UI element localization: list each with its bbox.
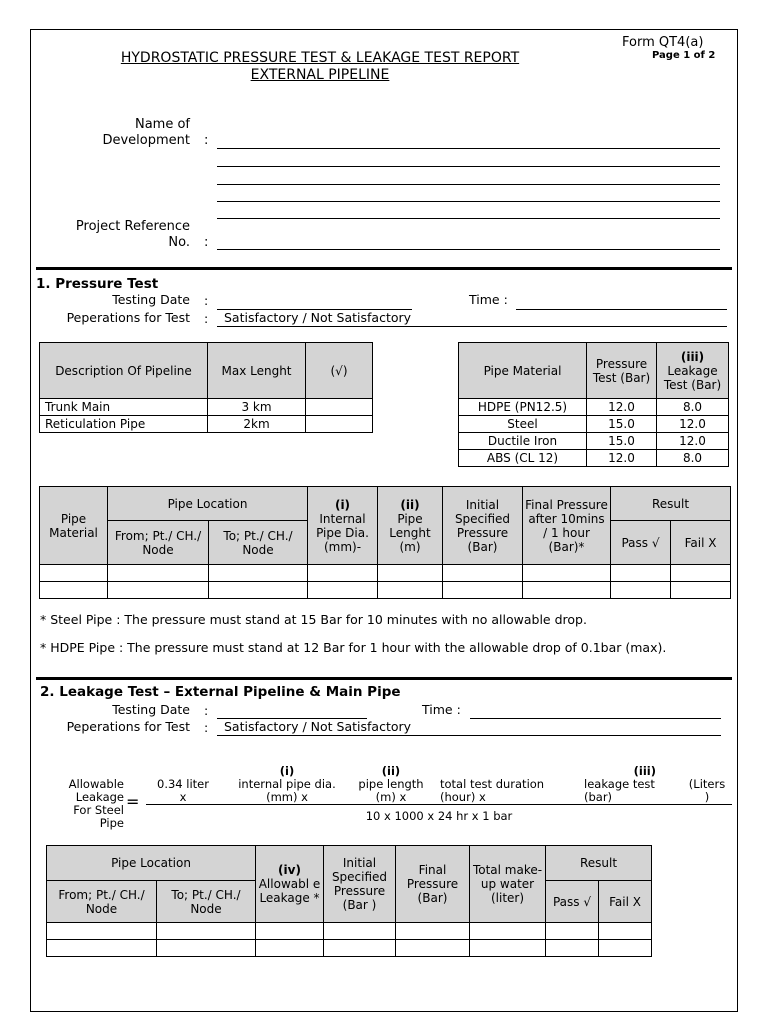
formula-term-2 — [222, 765, 352, 804]
formula-term-5 — [566, 765, 666, 804]
empty-cell[interactable] — [209, 582, 308, 599]
empty-cell[interactable] — [378, 582, 443, 599]
makeup-water-header: Total make-up water (liter) — [470, 846, 546, 923]
formula-denominator: 10 x 1000 x 24 hr x 1 bar — [365, 809, 513, 823]
testing-date-label: Testing Date — [112, 292, 190, 307]
empty-cell[interactable] — [108, 565, 209, 582]
formula-term-2-line1: internal pipe dia. — [238, 777, 336, 791]
section-divider-1 — [36, 267, 732, 270]
material-cell: Steel — [459, 416, 587, 433]
leak-pipe-location-header: Pipe Location — [47, 846, 256, 881]
pressure-cell: 12.0 — [587, 450, 657, 467]
leak-testing-date-label: Testing Date — [112, 702, 190, 717]
name-input-line-5[interactable] — [217, 218, 720, 219]
formula-term-6 — [682, 778, 732, 804]
table-row — [459, 433, 729, 450]
pipeline-desc-cell: Trunk Main — [40, 399, 208, 416]
empty-cell[interactable] — [157, 923, 256, 940]
empty-cell[interactable] — [523, 582, 611, 599]
name-colon: : — [204, 133, 209, 148]
testing-date-colon: : — [204, 293, 209, 308]
leak-pass-header: Pass √ — [546, 881, 599, 923]
preparations-input-line — [217, 326, 727, 327]
check-header: (√) — [306, 343, 373, 399]
report-subtitle: EXTERNAL PIPELINE — [250, 67, 390, 83]
empty-cell[interactable] — [157, 940, 256, 957]
empty-cell[interactable] — [470, 923, 546, 940]
ref-input-line[interactable] — [217, 249, 720, 250]
name-input-line-3[interactable] — [217, 184, 720, 185]
len-ref-num: (ii) — [400, 497, 420, 512]
leak-testing-date-colon: : — [204, 703, 209, 718]
steel-note: * Steel Pipe : The pressure must stand at 15 Bar for 10 minutes with no allowable drop. — [40, 612, 587, 627]
empty-cell[interactable] — [324, 940, 396, 957]
table-row — [459, 399, 729, 416]
table-row — [459, 416, 729, 433]
pipeline-table — [39, 342, 373, 433]
empty-cell[interactable] — [209, 565, 308, 582]
leakage-ref-num: (iii) — [680, 349, 705, 364]
name-input-line-1[interactable] — [217, 148, 720, 149]
empty-cell[interactable] — [599, 940, 652, 957]
table-row — [47, 923, 652, 940]
empty-cell[interactable] — [378, 565, 443, 582]
fail-header: Fail X — [671, 521, 731, 565]
empty-cell[interactable] — [256, 940, 324, 957]
empty-cell[interactable] — [443, 582, 523, 599]
leak-preparations-input-line — [217, 735, 721, 736]
max-length-cell: 3 km — [208, 399, 306, 416]
check-cell[interactable] — [306, 399, 373, 416]
formula-term-3-line1: pipe length — [358, 777, 424, 791]
material-cell: Ductile Iron — [459, 433, 587, 450]
time-label: Time : — [469, 292, 508, 307]
empty-cell[interactable] — [599, 923, 652, 940]
initial-pressure-header: Initial Specified Pressure (Bar) — [443, 487, 523, 565]
leak-preparations-value[interactable]: Satisfactory / Not Satisfactory — [224, 719, 412, 734]
pressure-cell: 15.0 — [587, 416, 657, 433]
preparations-value[interactable]: Satisfactory / Not Satisfactory — [224, 310, 412, 325]
leakage-test-heading: 2. Leakage Test – External Pipeline & Main Pipe — [40, 684, 401, 700]
formula-term-3-num: (ii) — [381, 764, 401, 778]
internal-dia-label: Internal Pipe Dia. (mm)- — [316, 511, 369, 554]
leak-fail-header: Fail X — [599, 881, 652, 923]
empty-cell[interactable] — [611, 565, 671, 582]
leak-time-input[interactable] — [470, 718, 721, 719]
formula-equals: = — [126, 792, 140, 811]
pressure-test-header: Pressure Test (Bar) — [587, 343, 657, 399]
pressure-results-table — [39, 486, 731, 599]
formula-term-5-num: (iii) — [633, 764, 656, 778]
pipe-location-header: Pipe Location — [108, 487, 308, 521]
ref-colon: : — [204, 235, 209, 250]
empty-cell[interactable] — [443, 565, 523, 582]
empty-cell[interactable] — [40, 565, 108, 582]
leak-result-header: Result — [546, 846, 652, 881]
result-header: Result — [611, 487, 731, 521]
table-row — [40, 565, 731, 582]
form-id: Form QT4(a) — [622, 35, 704, 50]
leakage-test-header — [657, 343, 729, 399]
formula-term-6-line2: ) — [704, 790, 710, 804]
leak-initial-pressure-header: Initial Specified Pressure (Bar ) — [324, 846, 396, 923]
material-cell: HDPE (PN12.5) — [459, 399, 587, 416]
formula-term-4-line1: total test duration — [440, 777, 545, 791]
formula-lhs-line4: Pipe — [99, 816, 124, 830]
formula-term-1-line2: x — [179, 790, 187, 804]
name-label-line1: Name of — [134, 117, 190, 132]
allow-ref-num: (iv) — [278, 863, 301, 877]
formula-term-4-line2: (hour) x — [440, 790, 486, 804]
section-divider-2 — [36, 677, 732, 680]
material-table — [458, 342, 729, 467]
formula-term-2-num: (i) — [279, 764, 295, 778]
page-number: Page 1 of 2 — [652, 50, 716, 61]
formula-term-3-line2: (m) x — [375, 790, 407, 804]
leakage-cell: 8.0 — [657, 399, 729, 416]
ref-label-line1: Project Reference — [75, 219, 190, 234]
pipe-length-header — [378, 487, 443, 565]
table-row — [40, 582, 731, 599]
formula-fraction-bar — [146, 804, 732, 805]
leak-preparations-colon: : — [204, 720, 209, 735]
empty-cell[interactable] — [324, 923, 396, 940]
table-row — [40, 399, 373, 416]
formula-lhs-line3: For Steel — [73, 803, 124, 817]
empty-cell[interactable] — [523, 565, 611, 582]
table-row — [459, 450, 729, 467]
empty-cell[interactable] — [611, 582, 671, 599]
leakage-cell: 8.0 — [657, 450, 729, 467]
pipe-material-header: Pipe Material — [40, 487, 108, 565]
leak-preparations-label: Peperations for Test — [66, 719, 190, 734]
formula-term-6-line1: (Liters — [688, 777, 726, 791]
report-title: HYDROSTATIC PRESSURE TEST & LEAKAGE TEST REPORT — [120, 50, 520, 66]
formula-term-4 — [440, 778, 558, 804]
internal-dia-header — [308, 487, 378, 565]
empty-cell[interactable] — [47, 923, 157, 940]
empty-cell[interactable] — [308, 582, 378, 599]
table-row — [47, 940, 652, 957]
to-header: To; Pt./ CH./ Node — [209, 521, 308, 565]
pipe-length-label: Pipe Lenght (m) — [389, 511, 431, 554]
dia-ref-num: (i) — [334, 497, 351, 512]
empty-cell[interactable] — [396, 923, 470, 940]
empty-cell[interactable] — [470, 940, 546, 957]
allowable-leakage-label: Allowabl e Leakage * — [258, 877, 321, 905]
leakage-test-header-label: Leakage Test (Bar) — [663, 363, 722, 392]
formula-term-1 — [148, 778, 218, 804]
leak-from-header: From; Pt./ CH./ Node — [47, 881, 157, 923]
name-input-line-2[interactable] — [217, 166, 720, 167]
ref-label-line2: No. — [168, 235, 190, 250]
leak-time-label: Time : — [422, 702, 461, 717]
pipe-material-header: Pipe Material — [459, 343, 587, 399]
preparations-label: Peperations for Test — [66, 310, 190, 325]
time-input[interactable] — [516, 309, 727, 310]
pressure-test-heading: 1. Pressure Test — [36, 276, 159, 292]
empty-cell[interactable] — [546, 923, 599, 940]
table-row — [40, 416, 373, 433]
empty-cell[interactable] — [108, 582, 209, 599]
empty-cell[interactable] — [256, 923, 324, 940]
leakage-cell: 12.0 — [657, 416, 729, 433]
formula-term-2-line2: (mm) x — [266, 790, 308, 804]
formula-term-1-line1: 0.34 liter — [157, 777, 209, 791]
empty-cell[interactable] — [671, 582, 731, 599]
leakage-results-table — [46, 845, 652, 957]
formula-lhs-line1: Allowable — [68, 777, 124, 791]
preparations-colon: : — [204, 311, 209, 326]
pipeline-desc-header: Description Of Pipeline — [40, 343, 208, 399]
empty-cell[interactable] — [396, 940, 470, 957]
max-length-cell: 2km — [208, 416, 306, 433]
final-pressure-header: Final Pressure after 10mins / 1 hour (Bar)* — [523, 487, 611, 565]
material-cell: ABS (CL 12) — [459, 450, 587, 467]
pressure-cell: 15.0 — [587, 433, 657, 450]
formula-lhs-line2: Leakage — [75, 790, 124, 804]
empty-cell[interactable] — [40, 582, 108, 599]
empty-cell[interactable] — [671, 565, 731, 582]
formula-term-3 — [352, 765, 430, 804]
hdpe-note: * HDPE Pipe : The pressure must stand at 12 Bar for 1 hour with the allowable drop of 0.1bar (max). — [40, 640, 667, 655]
leak-to-header: To; Pt./ CH./ Node — [157, 881, 256, 923]
leakage-cell: 12.0 — [657, 433, 729, 450]
name-input-line-4[interactable] — [217, 201, 720, 202]
empty-cell[interactable] — [546, 940, 599, 957]
formula-term-5-line2: (bar) — [584, 790, 613, 804]
formula-lhs — [50, 778, 124, 830]
max-length-header: Max Lenght — [208, 343, 306, 399]
pipeline-desc-cell: Reticulation Pipe — [40, 416, 208, 433]
allowable-leakage-header — [256, 846, 324, 923]
leak-final-pressure-header: Final Pressure (Bar) — [396, 846, 470, 923]
from-header: From; Pt./ CH./ Node — [108, 521, 209, 565]
pressure-cell: 12.0 — [587, 399, 657, 416]
empty-cell[interactable] — [308, 565, 378, 582]
formula-term-5-line1: leakage test — [584, 777, 655, 791]
empty-cell[interactable] — [47, 940, 157, 957]
name-label-line2: Development — [102, 133, 190, 148]
check-cell[interactable] — [306, 416, 373, 433]
pass-header: Pass √ — [611, 521, 671, 565]
